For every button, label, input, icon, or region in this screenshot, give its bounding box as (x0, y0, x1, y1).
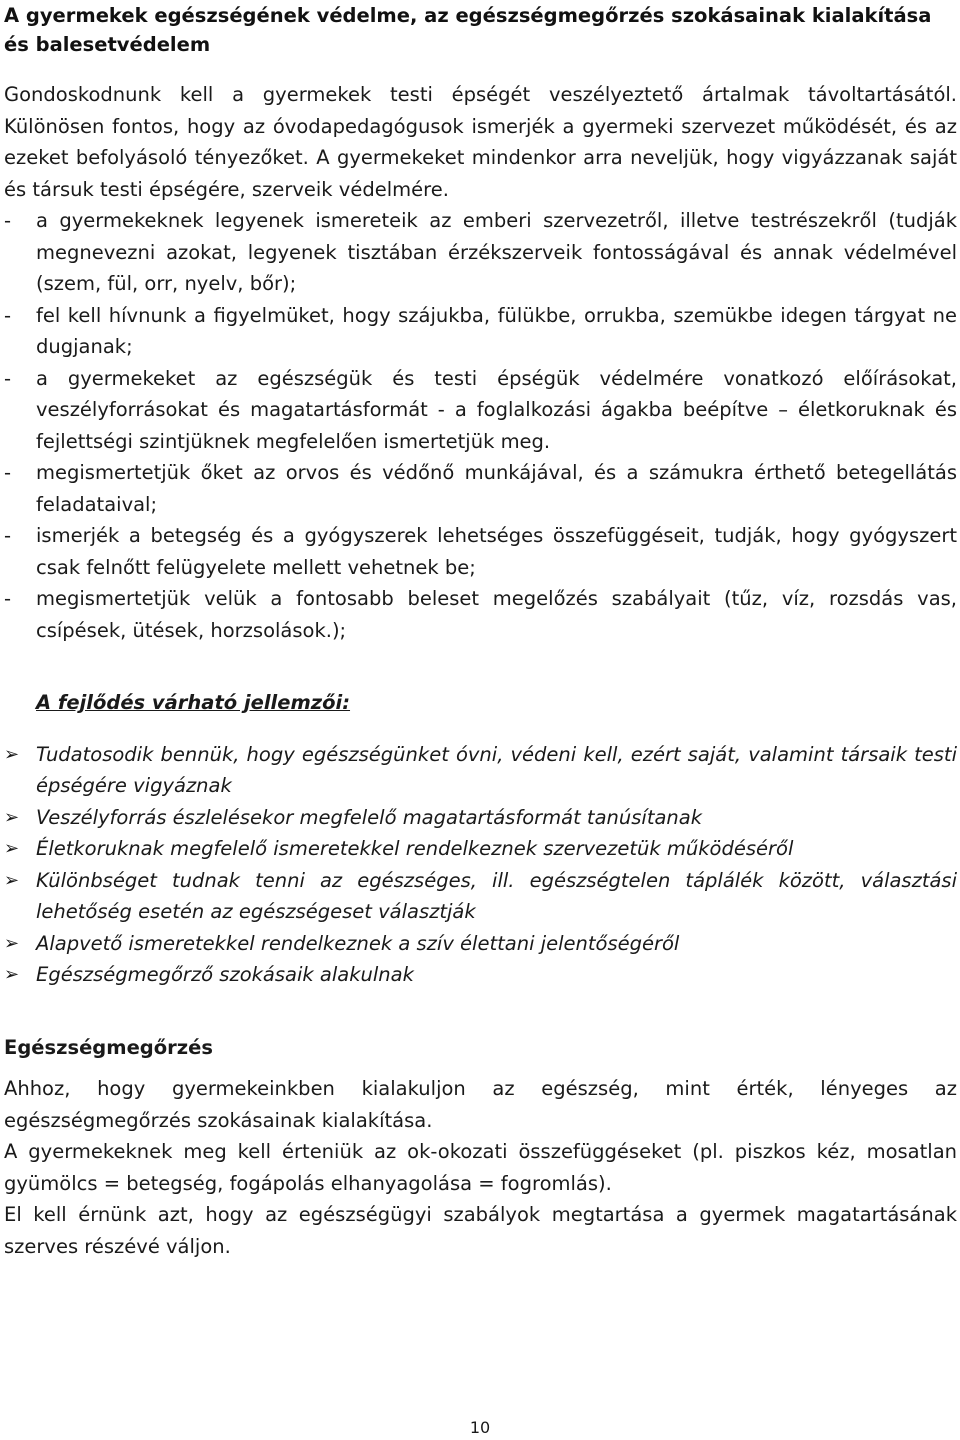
list-item-text: Különbséget tudnak tenni az egészséges, ill. egészségtelen táplálék között, választási lehetőség esetén az egészségeset választják (36, 868, 957, 923)
page-title: A gyermekek egészségének védelme, az egészségmegőrzés szokásainak kialakítása és balesetvédelem (4, 4, 932, 56)
list-item-text: Alapvető ismeretekkel rendelkeznek a szív élettani jelentőségéről (36, 931, 680, 955)
dash-bullet: - (4, 303, 12, 327)
arrow-bullet-icon: ➢ (4, 806, 20, 828)
intro-paragraph: Gondoskodnunk kell a gyermekek testi épségét veszélyeztető ártalmak távoltartásától. Különösen fontos, hogy az óvodapedagógusok ismerjék a gyermeki szervezet működését, és az ezeket befolyásoló tényezőket. A gyermekeket mindenkor arra neveljük, hogy vigyázzanak saját és társuk testi épségére, szerveik védelmére. (4, 83, 957, 201)
development-heading: A fejlődés várható jellemzői: (36, 691, 351, 714)
section-paragraph: Ahhoz, hogy gyermekeinkben kialakuljon az egészség, mint érték, lényeges az egészségmegőrzés szokásainak kialakítása. (4, 1077, 957, 1132)
section-paragraph: El kell érnünk azt, hogy az egészségügyi szabályok megtartása a gyermek magatartásának szerves részévé váljon. (4, 1203, 957, 1258)
list-item (4, 583, 957, 646)
list-item (4, 205, 957, 300)
dash-bullet: - (4, 587, 12, 610)
list-item (4, 457, 957, 520)
document-page (4, 0, 957, 1440)
list-item (4, 802, 957, 834)
list-item-text: ismerjék a betegség és a gyógyszerek lehetséges összefüggéseit, tudják, hogy gyógyszert csak felnőtt felügyelete mellett vehetnek be; (36, 524, 957, 579)
list-item-text: Egészségmegőrző szokásaik alakulnak (36, 963, 414, 986)
page-number: 10 (469, 1418, 491, 1437)
arrow-bullet-icon: ➢ (4, 964, 20, 985)
list-item-text: Tudatosodik bennük, hogy egészségünket óvni, védeni kell, ezért saját, valamint társaik testi épségére vigyáznak (36, 742, 957, 797)
list-item-text: Veszélyforrás észlelésekor megfelelő magatartásformát tanúsítanak (36, 805, 703, 829)
list-item-text: a gyermekeket az egészségük és testi épségük védelmére vonatkozó előírásokat, veszélyforrásokat és magatartásformát - a foglalkozási ágakba beépítve – életkoruknak és fejlettségi szintjüknek megfelelően ismertetjük meg. (36, 366, 957, 453)
arrow-list (4, 739, 957, 991)
list-item (4, 520, 957, 583)
list-item-text: Életkoruknak megfelelő ismeretekkel rendelkeznek szervezetük működéséről (36, 837, 794, 860)
arrow-bullet-icon: ➢ (4, 932, 20, 954)
list-item-text: a gyermekeknek legyenek ismereteik az emberi szervezetről, illetve testrészekről (tudják megnevezni azokat, legyenek tisztában érzékszerveik fontosságával és annak védelmével (szem, fül, orr, nyelv, bőr); (36, 209, 957, 295)
arrow-bullet-icon: ➢ (4, 869, 20, 891)
list-item (4, 739, 957, 802)
list-item (4, 300, 957, 363)
arrow-bullet-icon: ➢ (4, 838, 20, 859)
arrow-bullet-icon: ➢ (4, 743, 20, 765)
section-paragraph: A gyermekeknek meg kell érteniük az ok-okozati összefüggéseket (pl. piszkos kéz, mosatlan gyümölcs = betegség, fogápolás elhanyagolása = fogromlás). (4, 1140, 957, 1195)
list-item-text: fel kell hívnunk a figyelmüket, hogy szájukba, fülükbe, orrukba, szemükbe idegen tárgyat ne dugjanak; (36, 303, 957, 358)
list-item (4, 959, 957, 991)
list-item (4, 363, 957, 458)
section-heading: Egészségmegőrzés (4, 1035, 213, 1059)
dash-bullet: - (4, 461, 12, 484)
dash-list (4, 205, 957, 646)
list-item-text: megismertetjük velük a fontosabb beleset megelőzés szabályait (tűz, víz, rozsdás vas, csípések, ütések, horzsolások.); (36, 587, 957, 642)
dash-bullet: - (4, 366, 12, 390)
dash-bullet: - (4, 209, 12, 232)
list-item (4, 928, 957, 960)
section-body (4, 1073, 957, 1262)
list-item (4, 833, 957, 865)
dash-bullet: - (4, 524, 12, 547)
list-item (4, 865, 957, 928)
list-item-text: megismertetjük őket az orvos és védőnő munkájával, és a számukra érthető betegellátás feladataival; (36, 461, 957, 516)
